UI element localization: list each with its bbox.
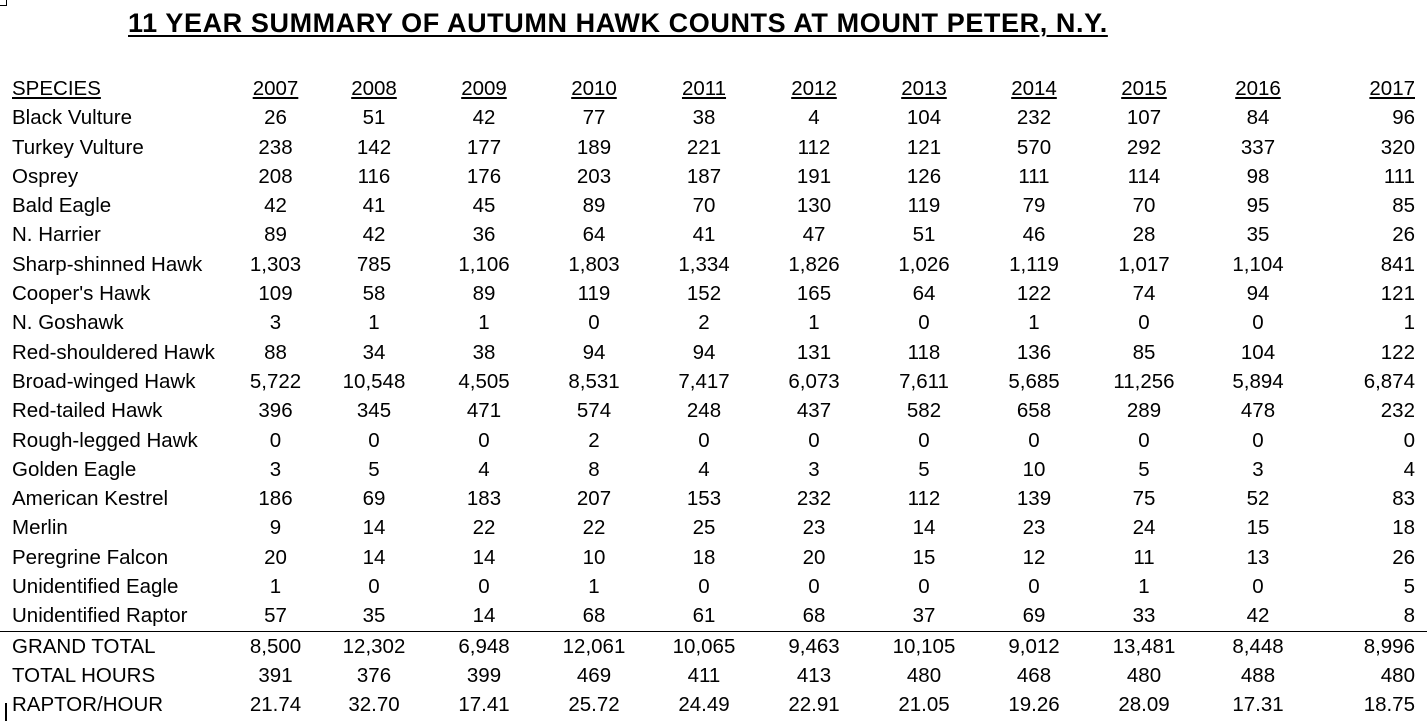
count-cell: 51: [362, 106, 386, 130]
row-label: RAPTOR/HOUR: [12, 693, 164, 717]
count-cell: 1,017: [1118, 252, 1170, 276]
count-cell: 109: [258, 282, 293, 306]
count-cell: 1: [1403, 311, 1415, 335]
table-row: [0, 426, 1427, 455]
corner-crop-mark: [0, 0, 7, 6]
year-header: 2009: [461, 77, 507, 100]
count-cell: 22.91: [788, 693, 840, 717]
count-cell: 0: [1252, 311, 1264, 335]
count-cell: 0: [918, 428, 930, 452]
count-cell: 13,481: [1089, 631, 1199, 661]
count-cell: 112: [797, 135, 831, 159]
year-header: 2010: [571, 77, 617, 100]
summary-row: [0, 631, 1427, 661]
count-cell: 36: [472, 223, 496, 247]
count-cell: 111: [1383, 164, 1415, 188]
count-cell: 0: [918, 575, 930, 599]
count-cell: 46: [1022, 223, 1046, 247]
count-cell: 14: [362, 545, 386, 569]
count-cell: 32.70: [348, 693, 400, 717]
count-cell: 292: [1126, 135, 1162, 159]
count-cell: 3: [808, 457, 820, 481]
count-cell: 4: [808, 106, 820, 130]
count-cell: 8,500: [232, 631, 319, 661]
count-cell: 21.05: [898, 693, 950, 717]
count-cell: 42: [472, 106, 496, 130]
count-cell: 480: [906, 663, 942, 687]
count-cell: 468: [1016, 663, 1052, 687]
count-cell: 8,531: [568, 369, 620, 393]
count-cell: 94: [582, 340, 606, 364]
count-cell: 1: [269, 575, 282, 599]
count-cell: 68: [582, 604, 606, 628]
count-cell: 51: [912, 223, 936, 247]
table-row: [0, 191, 1427, 220]
year-header: 2012: [791, 77, 837, 100]
row-label: Golden Eagle: [12, 457, 137, 481]
row-label: Red-shouldered Hawk: [12, 340, 215, 364]
year-header: 2016: [1235, 77, 1281, 100]
count-cell: 5: [368, 457, 380, 481]
count-cell: 0: [698, 575, 710, 599]
count-cell: 34: [362, 340, 386, 364]
count-cell: 2: [588, 428, 600, 452]
year-header: 2015: [1121, 77, 1167, 100]
count-cell: 337: [1240, 135, 1276, 159]
count-cell: 6,073: [788, 369, 840, 393]
count-cell: 4: [478, 457, 490, 481]
count-cell: 45: [472, 194, 496, 218]
count-cell: 83: [1392, 487, 1415, 511]
count-cell: 75: [1132, 487, 1156, 511]
count-cell: 79: [1022, 194, 1046, 218]
count-cell: 0: [1252, 428, 1264, 452]
count-cell: 68: [802, 604, 826, 628]
count-cell: 5: [1138, 457, 1150, 481]
count-cell: 8,448: [1199, 631, 1317, 661]
table-row: [0, 133, 1427, 162]
count-cell: 5: [918, 457, 930, 481]
count-cell: 232: [796, 487, 832, 511]
count-cell: 94: [692, 340, 716, 364]
count-cell: 289: [1126, 399, 1162, 423]
table-row: [0, 367, 1427, 396]
count-cell: 118: [907, 340, 941, 364]
count-cell: 25: [692, 516, 716, 540]
count-cell: 104: [906, 106, 942, 130]
count-cell: 119: [577, 282, 611, 306]
count-cell: 22: [582, 516, 606, 540]
count-cell: 5,685: [1008, 369, 1060, 393]
count-cell: 14: [912, 516, 936, 540]
count-cell: 232: [1016, 106, 1052, 130]
count-cell: 191: [796, 164, 832, 188]
count-cell: 0: [1138, 428, 1150, 452]
count-cell: 411: [687, 663, 721, 687]
row-label: N. Goshawk: [12, 311, 124, 335]
text-cursor: [5, 703, 7, 721]
table-row: [0, 455, 1427, 484]
count-cell: 142: [356, 135, 392, 159]
count-cell: 89: [582, 194, 606, 218]
count-cell: 20: [802, 545, 826, 569]
count-cell: 1: [478, 311, 490, 335]
row-label: American Kestrel: [12, 487, 169, 511]
count-cell: 111: [1018, 164, 1050, 188]
count-cell: 116: [357, 164, 391, 188]
count-cell: 0: [808, 428, 820, 452]
count-cell: 114: [1127, 164, 1161, 188]
count-cell: 52: [1246, 487, 1270, 511]
count-cell: 207: [576, 487, 612, 511]
count-cell: 11,256: [1113, 369, 1175, 393]
count-cell: 471: [466, 399, 502, 423]
count-cell: 437: [796, 399, 832, 423]
row-label: Sharp-shinned Hawk: [12, 252, 203, 276]
count-cell: 57: [264, 604, 287, 628]
count-cell: 122: [1016, 282, 1052, 306]
count-cell: 22: [472, 516, 496, 540]
count-cell: 5,894: [1232, 369, 1284, 393]
table-row: [0, 601, 1427, 631]
row-label: Osprey: [12, 164, 79, 188]
count-cell: 3: [1252, 457, 1264, 481]
count-cell: 9,012: [979, 631, 1089, 661]
count-cell: 320: [1380, 135, 1415, 159]
count-cell: 42: [1246, 604, 1270, 628]
count-cell: 0: [368, 428, 380, 452]
count-cell: 232: [1380, 399, 1415, 423]
count-cell: 19.26: [1008, 693, 1060, 717]
count-cell: 488: [1240, 663, 1276, 687]
row-label: Black Vulture: [12, 106, 133, 130]
count-cell: 6,874: [1363, 369, 1415, 393]
row-label: N. Harrier: [12, 223, 101, 247]
count-cell: 23: [1022, 516, 1046, 540]
count-cell: 345: [356, 399, 392, 423]
count-cell: 3: [269, 311, 282, 335]
count-cell: 96: [1392, 106, 1415, 130]
table-row: [0, 250, 1427, 279]
count-cell: 574: [576, 399, 612, 423]
count-cell: 26: [264, 106, 287, 130]
count-cell: 478: [1240, 399, 1276, 423]
count-cell: 85: [1132, 340, 1156, 364]
count-cell: 1,803: [568, 252, 620, 276]
count-cell: 61: [692, 604, 716, 628]
count-cell: 64: [582, 223, 606, 247]
year-header: 2014: [1011, 77, 1057, 100]
count-cell: 0: [1028, 575, 1040, 599]
count-cell: 18: [1392, 516, 1415, 540]
count-cell: 658: [1016, 399, 1052, 423]
count-cell: 26: [1392, 545, 1415, 569]
count-cell: 136: [1016, 340, 1052, 364]
count-cell: 10,065: [649, 631, 759, 661]
header-row: [0, 74, 1427, 103]
count-cell: 8: [1403, 604, 1415, 628]
count-cell: 1,334: [678, 252, 730, 276]
count-cell: 1: [1138, 575, 1150, 599]
count-cell: 0: [478, 428, 490, 452]
count-cell: 35: [1246, 223, 1270, 247]
count-cell: 1: [368, 311, 380, 335]
count-cell: 107: [1126, 106, 1162, 130]
count-cell: 9,463: [759, 631, 869, 661]
count-cell: 23: [802, 516, 826, 540]
count-cell: 165: [796, 282, 832, 306]
count-cell: 41: [692, 223, 716, 247]
table-row: [0, 396, 1427, 425]
count-cell: 841: [1380, 252, 1415, 276]
count-cell: 38: [692, 106, 716, 130]
count-cell: 18: [692, 545, 716, 569]
count-cell: 24: [1132, 516, 1156, 540]
count-cell: 1: [588, 575, 600, 599]
count-cell: 89: [264, 223, 287, 247]
count-cell: 0: [808, 575, 820, 599]
count-cell: 28: [1132, 223, 1156, 247]
count-cell: 112: [907, 487, 941, 511]
count-cell: 1: [808, 311, 820, 335]
page-title: 11 YEAR SUMMARY OF AUTUMN HAWK COUNTS AT MOUNT PETER, N.Y.: [128, 8, 1108, 38]
count-cell: 17.31: [1232, 693, 1284, 717]
count-cell: 11: [1133, 545, 1155, 569]
row-label: Turkey Vulture: [12, 135, 144, 159]
table-row: [0, 572, 1427, 601]
count-cell: 26: [1392, 223, 1415, 247]
count-cell: 0: [698, 428, 710, 452]
count-cell: 0: [1252, 575, 1264, 599]
count-cell: 12: [1022, 545, 1046, 569]
count-cell: 14: [472, 604, 496, 628]
count-cell: 3: [269, 457, 282, 481]
count-cell: 187: [686, 164, 722, 188]
count-cell: 70: [692, 194, 716, 218]
count-cell: 7,417: [678, 369, 730, 393]
count-cell: 0: [368, 575, 380, 599]
count-cell: 126: [906, 164, 942, 188]
summary-row: [0, 690, 1427, 719]
count-cell: 469: [576, 663, 612, 687]
count-cell: 119: [907, 194, 941, 218]
count-cell: 33: [1132, 604, 1156, 628]
table-row: [0, 513, 1427, 542]
count-cell: 10: [1022, 457, 1046, 481]
table-row: [0, 338, 1427, 367]
count-cell: 1,104: [1232, 252, 1284, 276]
count-cell: 64: [912, 282, 936, 306]
count-cell: 6,948: [429, 631, 539, 661]
count-cell: 10,548: [342, 369, 406, 393]
count-cell: 58: [362, 282, 386, 306]
count-cell: 18.75: [1363, 693, 1415, 717]
count-cell: 35: [362, 604, 386, 628]
count-cell: 0: [269, 428, 282, 452]
row-label: Rough-legged Hawk: [12, 428, 198, 452]
count-cell: 7,611: [899, 369, 949, 393]
count-cell: 98: [1246, 164, 1270, 188]
row-label: Bald Eagle: [12, 194, 112, 218]
row-label: GRAND TOTAL: [0, 631, 232, 661]
count-cell: 1,106: [458, 252, 510, 276]
table-row: [0, 543, 1427, 572]
count-cell: 785: [356, 252, 392, 276]
count-cell: 1,026: [898, 252, 950, 276]
count-cell: 4,505: [458, 369, 510, 393]
row-label: Peregrine Falcon: [12, 545, 169, 569]
count-cell: 391: [258, 663, 293, 687]
count-cell: 413: [796, 663, 832, 687]
count-cell: 8: [588, 457, 600, 481]
row-label: Red-tailed Hawk: [12, 399, 163, 423]
count-cell: 131: [796, 340, 832, 364]
count-cell: 186: [258, 487, 293, 511]
count-cell: 9: [269, 516, 282, 540]
count-cell: 183: [466, 487, 502, 511]
count-cell: 21.74: [249, 693, 302, 717]
year-header: 2007: [252, 77, 299, 100]
row-label: TOTAL HOURS: [12, 663, 156, 687]
count-cell: 14: [362, 516, 386, 540]
count-cell: 69: [1022, 604, 1046, 628]
count-cell: 42: [362, 223, 386, 247]
year-header: 2011: [681, 77, 727, 100]
row-label: Cooper's Hawk: [12, 282, 151, 306]
count-cell: 74: [1132, 282, 1156, 306]
count-cell: 0: [1028, 428, 1040, 452]
count-cell: 2: [698, 311, 710, 335]
count-cell: 12,302: [319, 631, 429, 661]
count-cell: 248: [686, 399, 722, 423]
count-cell: 94: [1246, 282, 1270, 306]
count-cell: 121: [906, 135, 942, 159]
count-cell: 13: [1246, 545, 1270, 569]
row-label: Broad-winged Hawk: [12, 369, 196, 393]
count-cell: 104: [1240, 340, 1276, 364]
year-header: 2013: [901, 77, 947, 100]
table-row: [0, 279, 1427, 308]
species-header: SPECIES: [12, 77, 101, 100]
count-cell: 1,303: [249, 252, 302, 276]
hawk-count-table: [0, 74, 1427, 720]
year-header: 2008: [351, 77, 397, 100]
count-cell: 122: [1380, 340, 1415, 364]
count-cell: 89: [472, 282, 496, 306]
count-cell: 47: [802, 223, 826, 247]
count-cell: 570: [1016, 135, 1052, 159]
count-cell: 69: [362, 487, 386, 511]
count-cell: 203: [576, 164, 612, 188]
count-cell: 0: [918, 311, 930, 335]
count-cell: 24.49: [678, 693, 730, 717]
count-cell: 37: [912, 604, 936, 628]
count-cell: 582: [906, 399, 942, 423]
count-cell: 41: [362, 194, 386, 218]
count-cell: 88: [264, 340, 287, 364]
count-cell: 152: [686, 282, 722, 306]
count-cell: 0: [1138, 311, 1150, 335]
count-cell: 4: [1403, 457, 1415, 481]
count-cell: 177: [466, 135, 502, 159]
count-cell: 15: [1246, 516, 1270, 540]
count-cell: 0: [588, 311, 600, 335]
count-cell: 480: [1126, 663, 1162, 687]
table-row: [0, 308, 1427, 337]
count-cell: 10,105: [869, 631, 979, 661]
table-row: [0, 162, 1427, 191]
count-cell: 0: [1403, 428, 1415, 452]
count-cell: 208: [258, 164, 293, 188]
table-row: [0, 103, 1427, 132]
count-cell: 189: [576, 135, 612, 159]
count-cell: 8,996: [1317, 631, 1427, 661]
count-cell: 42: [264, 194, 287, 218]
count-cell: 376: [356, 663, 392, 687]
count-cell: 153: [686, 487, 722, 511]
count-cell: 1: [1028, 311, 1040, 335]
summary-row: [0, 661, 1427, 690]
count-cell: 12,061: [539, 631, 649, 661]
count-cell: 4: [698, 457, 710, 481]
count-cell: 85: [1392, 194, 1415, 218]
count-cell: 28.09: [1118, 693, 1170, 717]
table-row: [0, 220, 1427, 249]
count-cell: 5: [1403, 575, 1415, 599]
count-cell: 221: [686, 135, 722, 159]
count-cell: 95: [1246, 194, 1270, 218]
count-cell: 25.72: [568, 693, 620, 717]
count-cell: 176: [466, 164, 502, 188]
count-cell: 121: [1380, 282, 1415, 306]
row-label: Unidentified Eagle: [12, 575, 179, 599]
count-cell: 0: [478, 575, 490, 599]
count-cell: 139: [1016, 487, 1052, 511]
count-cell: 10: [582, 545, 606, 569]
count-cell: 130: [796, 194, 832, 218]
count-cell: 1,826: [788, 252, 840, 276]
count-cell: 70: [1132, 194, 1156, 218]
count-cell: 399: [466, 663, 502, 687]
row-label: Merlin: [12, 516, 68, 540]
count-cell: 238: [258, 135, 293, 159]
count-cell: 84: [1246, 106, 1270, 130]
count-cell: 77: [582, 106, 606, 130]
table-body: [0, 103, 1427, 719]
count-cell: 396: [258, 399, 293, 423]
year-header: 2017: [1369, 77, 1415, 100]
count-cell: 17.41: [458, 693, 510, 717]
count-cell: 1,119: [1009, 252, 1059, 276]
count-cell: 5,722: [249, 369, 302, 393]
count-cell: 38: [472, 340, 496, 364]
count-cell: 14: [472, 545, 496, 569]
row-label: Unidentified Raptor: [12, 604, 188, 628]
table-row: [0, 484, 1427, 513]
count-cell: 15: [912, 545, 936, 569]
count-cell: 480: [1380, 663, 1415, 687]
count-cell: 20: [264, 545, 287, 569]
